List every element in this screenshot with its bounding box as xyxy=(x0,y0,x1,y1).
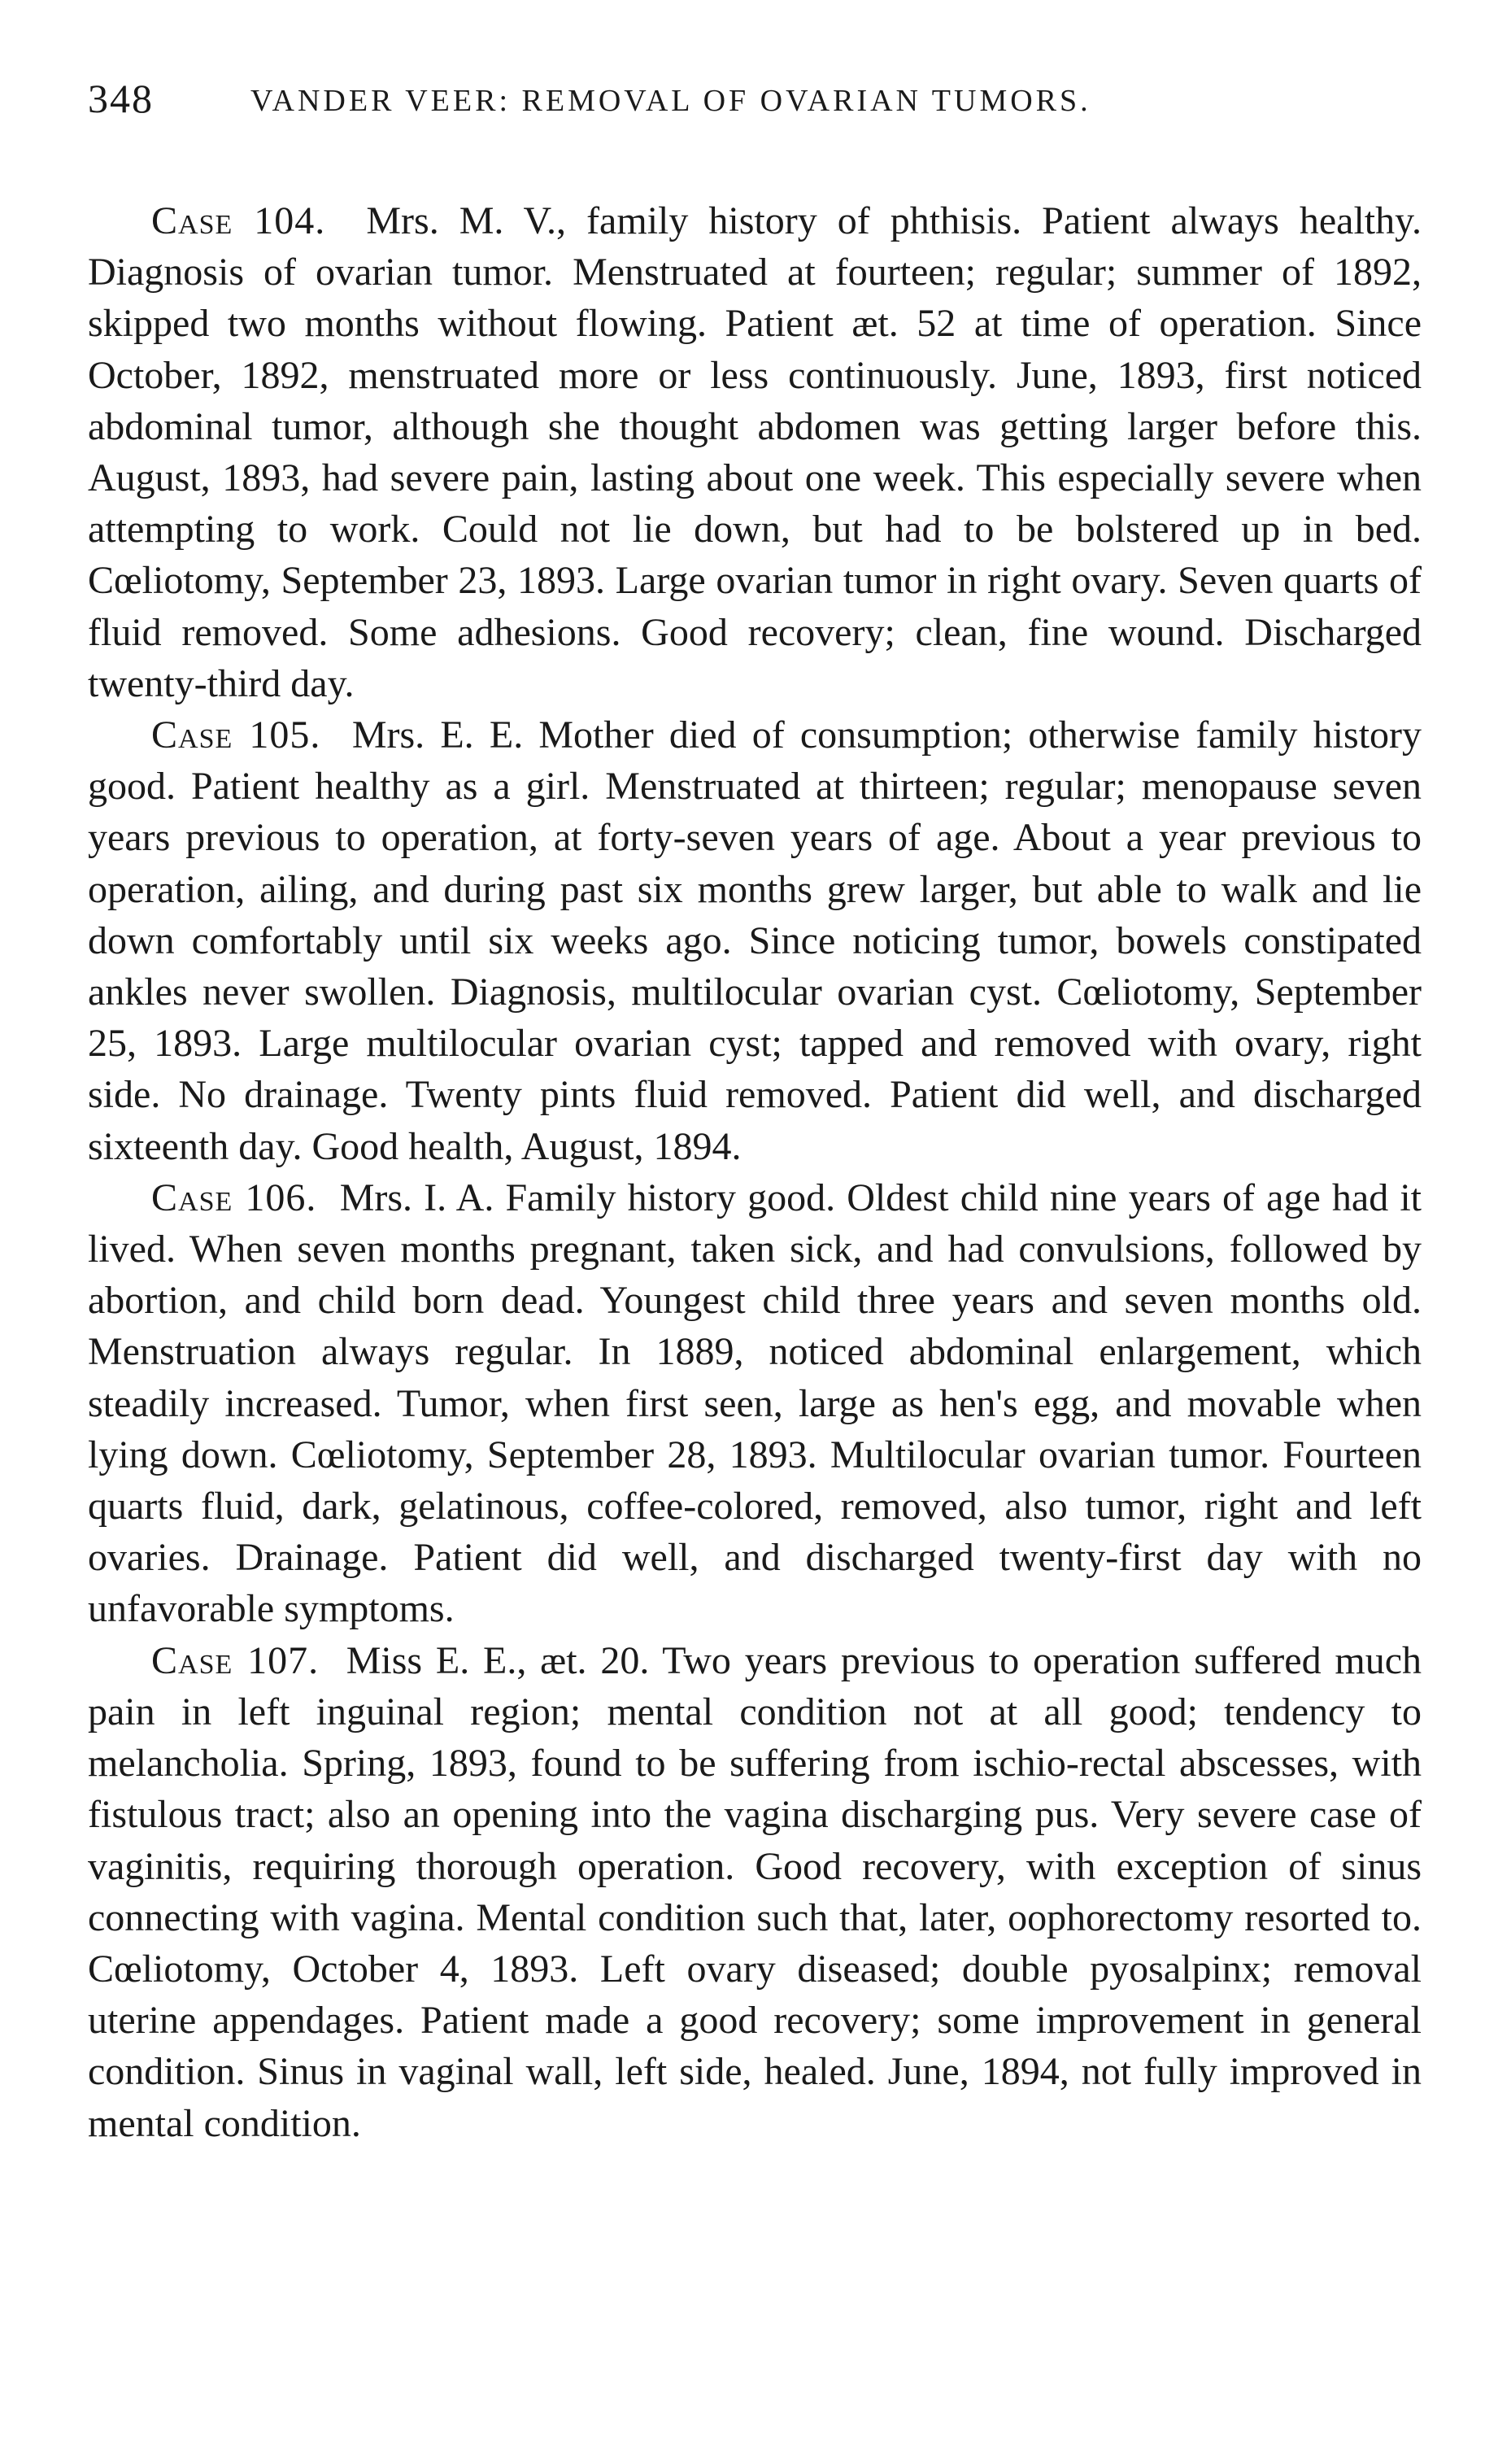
case-paragraph xyxy=(88,1172,1422,1635)
case-label: Case 105. xyxy=(151,713,321,757)
case-paragraph xyxy=(88,195,1422,709)
case-paragraph xyxy=(88,1635,1422,2149)
case-text: Mrs. M. V., family history of phthisis. Patient always healthy. Diagnosis of ovarian tumor. Menstruated at fourteen; regular; summer of 1892, skipped two months without flowing. Patient æt. 52 at time of operation. Since October, 1892, menstruated more or less continuously. June, 1893, first noticed abdominal tumor, although she thought abdomen was getting larger before this. August, 1893, had severe pain, lasting about one week. This especially severe when attempting to work. Could not lie down, but had to be bolstered up in bed. Cœliotomy, September 23, 1893. Large ovarian tumor in right ovary. Seven quarts of fluid removed. Some adhesions. Good recovery; clean, fine wound. Discharged twenty-third day. xyxy=(88,199,1422,705)
page-header xyxy=(88,75,1422,132)
case-paragraph xyxy=(88,709,1422,1172)
case-label: Case 104. xyxy=(151,199,326,242)
page-number: 348 xyxy=(88,76,154,121)
case-text: Miss E. E., æt. 20. Two years previous to operation suffered much pain in left inguinal region; mental condition not at all good; tendency to melancholia. Spring, 1893, found to be suffering from ischio-rectal abscesses, with fistulous tract; also an opening into the vagina discharging pus. Very severe case of vaginitis, requiring thorough operation. Good recovery, with exception of sinus connecting with vagina. Mental condition such that, later, oophorectomy resorted to. Cœliotomy, October 4, 1893. Left ovary diseased; double pyosalpinx; removal uterine appendages. Patient made a good recovery; some improvement in general condition. Sinus in vaginal wall, left side, healed. June, 1894, not fully improved in mental condition. xyxy=(88,1638,1422,2145)
case-text: Mrs. I. A. Family history good. Oldest child nine years of age had it lived. When seven months pregnant, taken sick, and had convulsions, followed by abortion, and child born dead. Youngest child three years and seven months old. Menstruation always regular. In 1889, noticed abdominal enlargement, which steadily increased. Tumor, when first seen, large as hen's egg, and movable when lying down. Cœliotomy, September 28, 1893. Multilocular ovarian tumor. Fourteen quarts fluid, dark, gelatinous, coffee-colored, removed, also tumor, right and left ovaries. Drainage. Patient did well, and discharged twenty-first day with no unfavorable symptoms. xyxy=(88,1175,1422,1631)
case-label: Case 107. xyxy=(151,1638,320,1682)
case-label: Case 106. xyxy=(151,1175,317,1219)
document-page xyxy=(88,75,1422,2149)
running-title: VANDER VEER: REMOVAL OF OVARIAN TUMORS. xyxy=(250,84,1091,118)
case-text: Mrs. E. E. Mother died of consumption; otherwise family history good. Patient healthy as a girl. Menstruated at thirteen; regular; menopause seven years previous to operation, at forty-seven years of age. About a year previous to operation, ailing, and during past six months grew larger, but able to walk and lie down comfortably until six weeks ago. Since noticing tumor, bowels constipated ankles never swollen. Diagnosis, multilocular ovarian cyst. Cœliotomy, September 25, 1893. Large multilocular ovarian cyst; tapped and removed with ovary, right side. No drainage. Twenty pints fluid removed. Patient did well, and discharged sixteenth day. Good health, August, 1894. xyxy=(88,713,1422,1168)
